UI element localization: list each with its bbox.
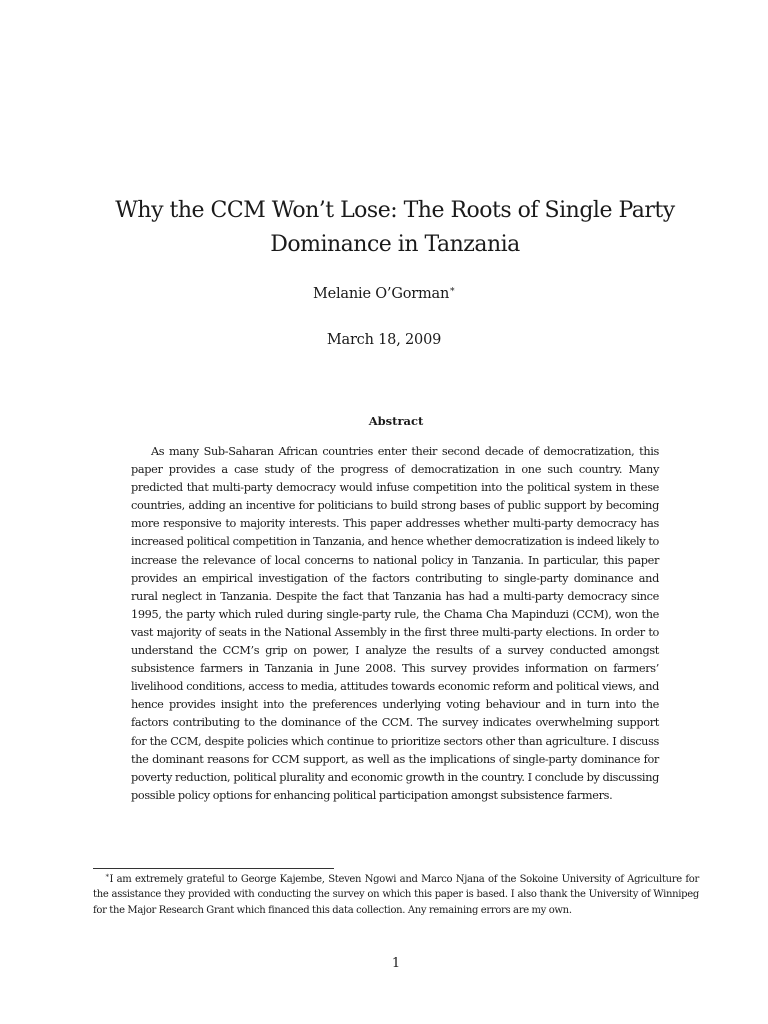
abstract-text: As many Sub-Saharan African countries enter their second decade of democratization, this paper provides a case study of the progress of democratization in one such country. Many predicted that multi-party democracy would infuse competition into the political system in these countries, adding an incentive for politicians to build strong bases of public support by becoming more responsive to majority interests. This paper addresses whether multi-party democracy has increased political competition in Tanzania, and hence whether democratization is indeed likely to increase the relevance of local concerns to national policy in Tanzania. In particular, this paper provides an empirical investigation of the factors contributing to single-party dominance and rural neglect in Tanzania. Despite the fact that Tanzania has had a multi-party democracy since 1995, the party which ruled during single-party rule, the Chama Cha Mapinduzi (CCM), won the vast majority of seats in the National Assembly in the first three multi-party elections. In order to understand the CCM’s grip on power, I analyze the results of a survey conducted amongst subsistence farmers in Tanzania in June 2008. This survey provides information on farmers’ livelihood conditions, access to media, attitudes towards economic reform and political views, and hence provides insight into the preferences underlying voting behaviour and in turn into the factors contributing to the dominance of the CCM. The survey indicates overwhelming support for the CCM, despite policies which continue to prioritize sectors other than agriculture. I discuss the dominant reasons for CCM support, as well as the implications of single-party dominance for poverty reduction, political plurality and economic growth in the country. I conclude by discussing possible policy options for enhancing political participation amongst subsistence farmers. <box>131 445 659 802</box>
footnote-divider <box>93 868 334 869</box>
footnote-mark: ∗ <box>105 871 110 880</box>
footnote-text: I am extremely grateful to George Kajembe, Steven Ngowi and Marco Njana of the Sokoine University of Agriculture for the assistance they provided with conducting the survey on which this paper is based. I also thank the University of Winnipeg for the Major Research Grant which financed this data collection. Any remaining errors are my own. <box>93 874 699 916</box>
paper-date: March 18, 2009 <box>326 332 442 348</box>
author-line <box>0 284 768 304</box>
footnote <box>93 872 699 918</box>
page-number: 1 <box>391 956 401 971</box>
paper-title: Why the CCM Won’t Lose: The Roots of Single Party Dominance in Tanzania <box>115 198 675 257</box>
author-footnote-mark: ∗ <box>449 285 456 296</box>
author-name: Melanie O’Gorman <box>312 286 450 302</box>
abstract-heading: Abstract <box>368 414 424 428</box>
